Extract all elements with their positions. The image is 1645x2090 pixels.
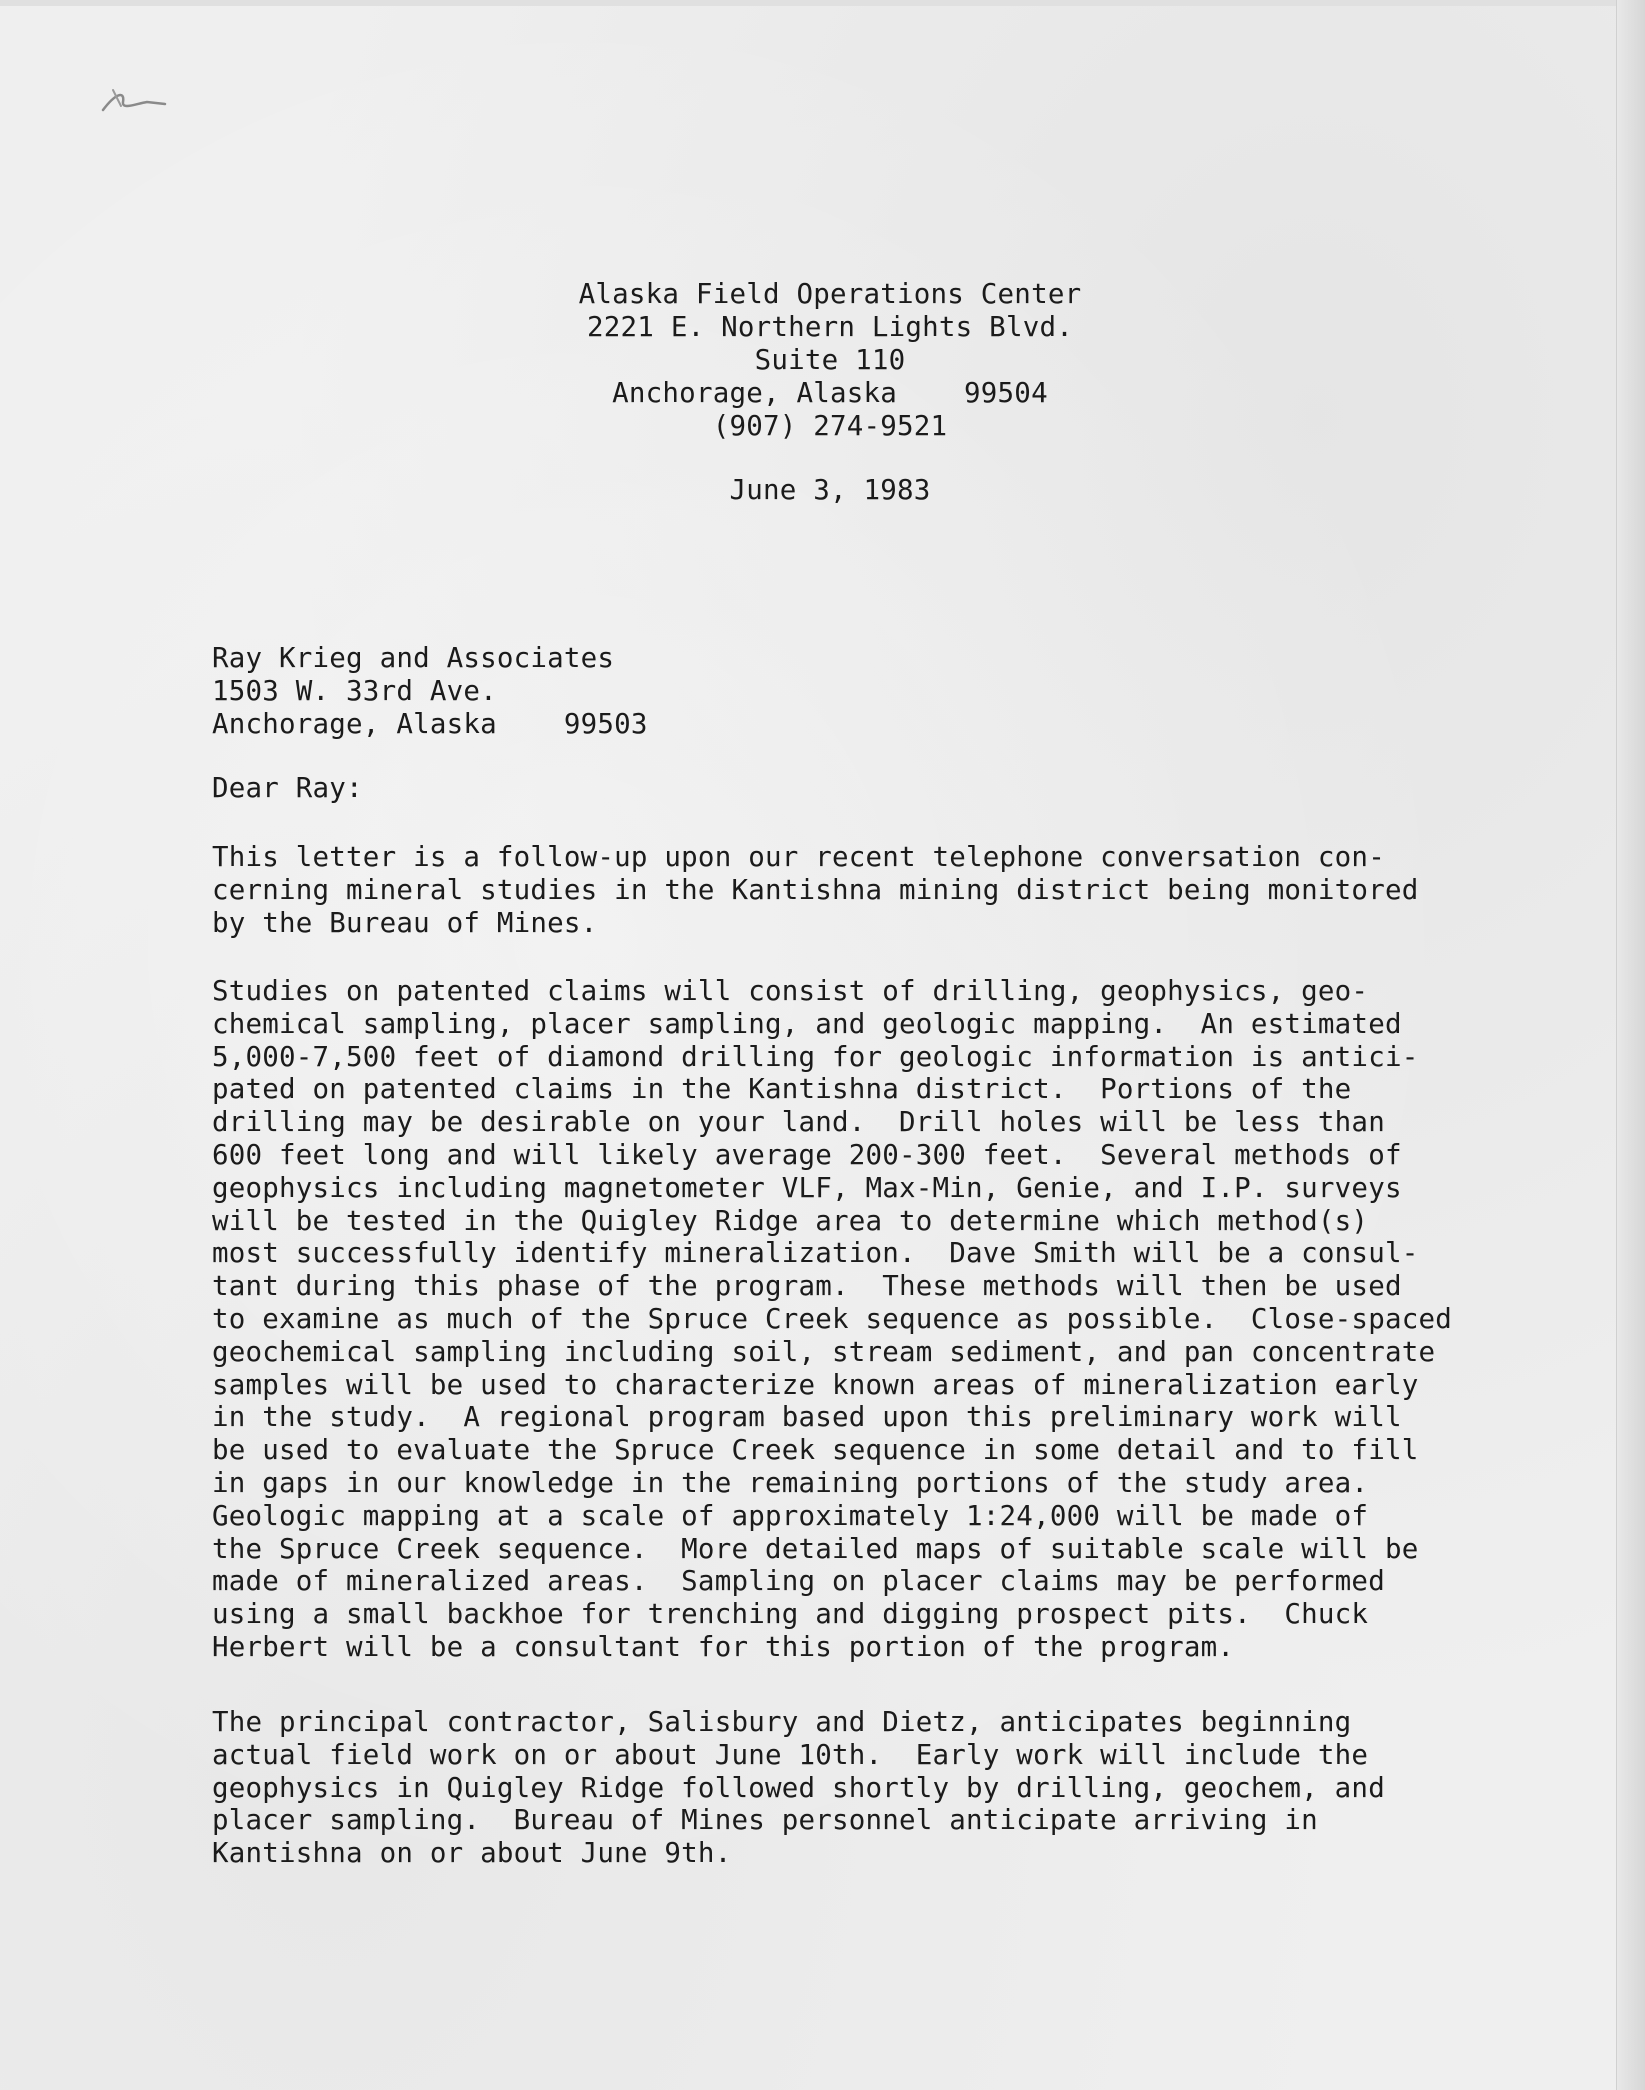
paragraph-line: be used to evaluate the Spruce Creek sequence in some detail and to fill — [212, 1434, 1419, 1467]
letterhead-suite: Suite 110 — [754, 344, 906, 376]
letterhead — [430, 278, 1230, 443]
paragraph-line: geophysics including magnetometer VLF, Max-Min, Genie, and I.P. surveys — [212, 1171, 1402, 1204]
paragraph-line: Kantishna on or about June 9th. — [212, 1837, 732, 1870]
paragraph-line: Herbert will be a consultant for this portion of the program. — [212, 1630, 1235, 1663]
paragraph-line: The principal contractor, Salisbury and Dietz, anticipates beginning — [212, 1706, 1352, 1738]
pencil-mark — [95, 80, 205, 120]
paragraph-line: to examine as much of the Spruce Creek sequence as possible. Close-spaced — [212, 1302, 1452, 1335]
paragraph-line: geophysics in Quigley Ridge followed shortly by drilling, geochem, and — [212, 1771, 1385, 1804]
paragraph-line: pated on patented claims in the Kantishna district. Portions of the — [212, 1073, 1352, 1106]
paragraph-line: will be tested in the Quigley Ridge area to determine which method(s) — [212, 1204, 1369, 1237]
paragraph-line: made of mineralized areas. Sampling on placer claims may be performed — [212, 1565, 1385, 1598]
paragraph-line: by the Bureau of Mines. — [212, 906, 598, 939]
paragraph-line: Geologic mapping at a scale of approximately 1:24,000 will be made of — [212, 1499, 1369, 1532]
letterhead-street: 2221 E. Northern Lights Blvd. — [587, 311, 1073, 343]
paragraph-line: chemical sampling, placer sampling, and geologic mapping. An estimated — [212, 1007, 1402, 1040]
paragraph-line: This letter is a follow-up upon our recent telephone conversation con- — [212, 841, 1385, 873]
scan-top-edge — [0, 0, 1645, 6]
paragraph-line: 600 feet long and will likely average 200-300 feet. Several methods of — [212, 1138, 1402, 1171]
salutation: Dear Ray: — [212, 772, 363, 804]
letterhead-org: Alaska Field Operations Center — [578, 278, 1082, 310]
paragraph-line: drilling may be desirable on your land. Drill holes will be less than — [212, 1106, 1385, 1139]
scan-right-edge — [1616, 0, 1645, 2090]
letter-date: June 3, 1983 — [729, 474, 931, 506]
paragraph-1 — [212, 841, 1418, 939]
paragraph-line: in the study. A regional program based upon this preliminary work will — [212, 1401, 1402, 1434]
paragraph-line: using a small backhoe for trenching and digging prospect pits. Chuck — [212, 1598, 1369, 1631]
recipient-name: Ray Krieg and Associates — [212, 642, 615, 674]
paragraph-line: cerning mineral studies in the Kantishna mining district being monitored — [212, 873, 1419, 906]
paragraph-line: placer sampling. Bureau of Mines personnel anticipate arriving in — [212, 1804, 1318, 1837]
paragraph-line: the Spruce Creek sequence. More detailed maps of suitable scale will be — [212, 1532, 1419, 1565]
letterhead-city-zip: Anchorage, Alaska 99504 — [612, 377, 1048, 409]
paragraph-2 — [212, 975, 1452, 1664]
paragraph-3 — [212, 1706, 1385, 1870]
paragraph-line: actual field work on or about June 10th. Early work will include the — [212, 1738, 1369, 1771]
paragraph-line: geochemical sampling including soil, stream sediment, and pan concentrate — [212, 1335, 1436, 1368]
paragraph-line: samples will be used to characterize known areas of mineralization early — [212, 1368, 1419, 1401]
letterhead-phone: (907) 274-9521 — [712, 410, 948, 442]
paragraph-line: 5,000-7,500 feet of diamond drilling for geologic information is antici- — [212, 1040, 1419, 1073]
recipient-city-zip: Anchorage, Alaska 99503 — [212, 708, 648, 740]
paragraph-line: most successfully identify mineralization. Dave Smith will be a consul- — [212, 1237, 1419, 1270]
paragraph-line: in gaps in our knowledge in the remaining portions of the study area. — [212, 1466, 1369, 1499]
recipient-street: 1503 W. 33rd Ave. — [212, 675, 497, 707]
paragraph-line: Studies on patented claims will consist of drilling, geophysics, geo- — [212, 975, 1369, 1007]
recipient-address — [212, 642, 648, 741]
paragraph-line: tant during this phase of the program. These methods will then be used — [212, 1270, 1402, 1303]
